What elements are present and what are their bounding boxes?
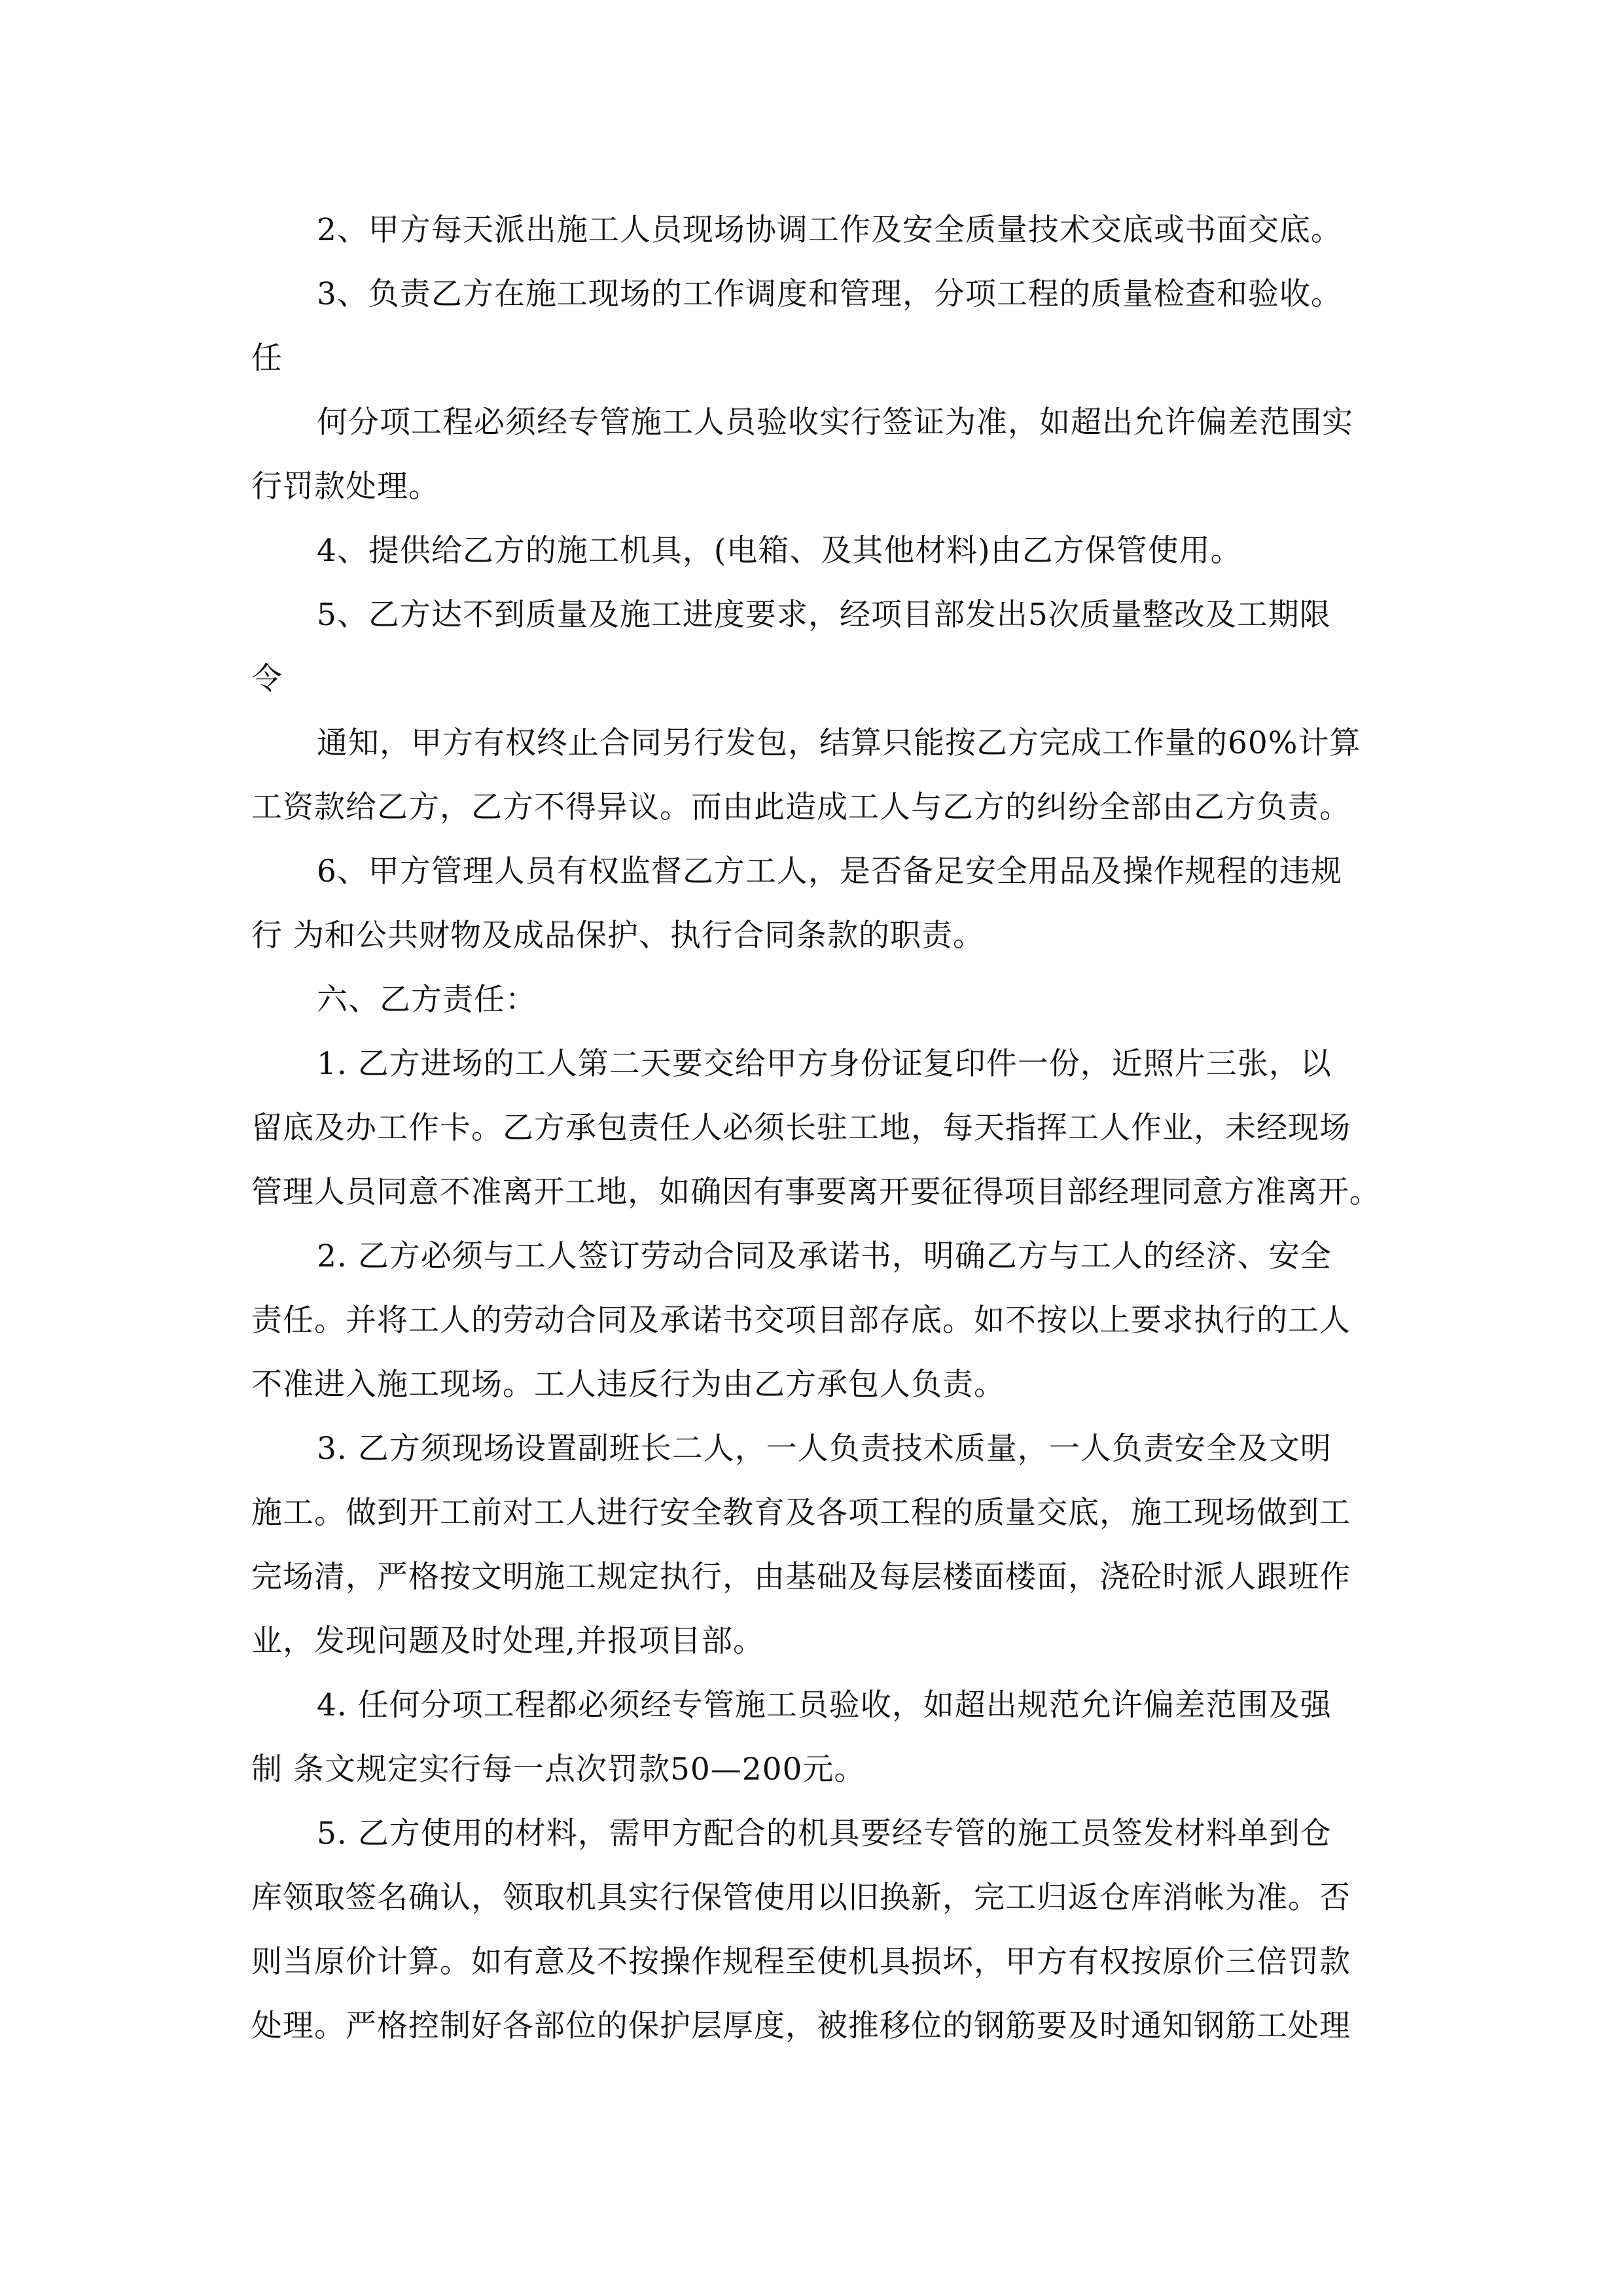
paragraph-item-4-line-1: 4、提供给乙方的施工机具，(电箱、及其他材料)由乙方保管使用。 [317,533,1242,569]
clause-4-line-2: 制 条文规定实行每一点次罚款50—200元。 [251,1751,866,1787]
clause-1-line-1: 1. 乙方进场的工人第二天要交给甲方身份证复印件一份，近照片三张，以 [317,1046,1332,1082]
section-heading-6: 六、乙方责任： [317,982,537,1018]
clause-1-line-3: 管理人员同意不准离开工地，如确因有事要离开要征得项目部经理同意方准离开。 [251,1174,1381,1210]
clause-1-line-2: 留底及办工作卡。乙方承包责任人必须长驻工地，每天指挥工人作业，未经现场 [251,1110,1351,1146]
clause-5-line-1: 5. 乙方使用的材料，需甲方配合的机具要经专管的施工员签发材料单到仓 [317,1816,1332,1852]
clause-5-line-2: 库领取签名确认，领取机具实行保管使用以旧换新，完工归返仓库消帐为准。否 [251,1880,1351,1916]
paragraph-item-2-line-1: 2、甲方每天派出施工人员现场协调工作及安全质量技术交底或书面交底。 [317,212,1342,248]
paragraph-item-5-line-1: 5、乙方达不到质量及施工进度要求，经项目部发出5次质量整改及工期限 [317,597,1331,633]
paragraph-item-3-line-2: 任 [251,340,283,376]
clause-3-line-1: 3. 乙方须现场设置副班长二人，一人负责技术质量，一人负责安全及文明 [317,1431,1332,1467]
clause-2-line-2: 责任。并将工人的劳动合同及承诺书交项目部存底。如不按以上要求执行的工人 [251,1302,1351,1338]
clause-2-line-1: 2. 乙方必须与工人签订劳动合同及承诺书，明确乙方与工人的经济、安全 [317,1238,1332,1274]
paragraph-item-3-line-1: 3、负责乙方在施工现场的工作调度和管理，分项工程的质量检查和验收。 [317,276,1342,312]
paragraph-item-3-line-4: 行罚款处理。 [251,469,440,505]
paragraph-item-6-line-1: 6、甲方管理人员有权监督乙方工人，是否备足安全用品及操作规程的违规 [317,853,1342,889]
clause-2-line-3: 不准进入施工现场。工人违反行为由乙方承包人负责。 [251,1367,1005,1403]
clause-5-line-4: 处理。严格控制好各部位的保护层厚度，被推移位的钢筋要及时通知钢筋工处理 [251,2008,1351,2044]
clause-4-line-1: 4. 任何分项工程都必须经专管施工员验收，如超出规范允许偏差范围及强 [317,1687,1332,1723]
paragraph-item-5-line-2: 令 [251,661,283,697]
paragraph-item-5-line-4: 工资款给乙方，乙方不得异议。而由此造成工人与乙方的纠纷全部由乙方负责。 [251,789,1351,825]
paragraph-item-5-line-3: 通知，甲方有权终止合同另行发包，结算只能按乙方完成工作量的60%计算 [317,725,1361,761]
clause-5-line-3: 则当原价计算。如有意及不按操作规程至使机具损坏，甲方有权按原价三倍罚款 [251,1944,1351,1980]
clause-3-line-3: 完场清，严格按文明施工规定执行，由基础及每层楼面楼面，浇砼时派人跟班作 [251,1559,1351,1595]
paragraph-item-3-line-3: 何分项工程必须经专管施工人员验收实行签证为准，如超出允许偏差范围实 [317,404,1353,440]
paragraph-item-6-line-2: 行 为和公共财物及成品保护、执行合同条款的职责。 [251,918,984,954]
clause-3-line-2: 施工。做到开工前对工人进行安全教育及各项工程的质量交底，施工现场做到工 [251,1495,1351,1531]
clause-3-line-4: 业，发现问题及时处理,并报项目部。 [251,1623,764,1659]
